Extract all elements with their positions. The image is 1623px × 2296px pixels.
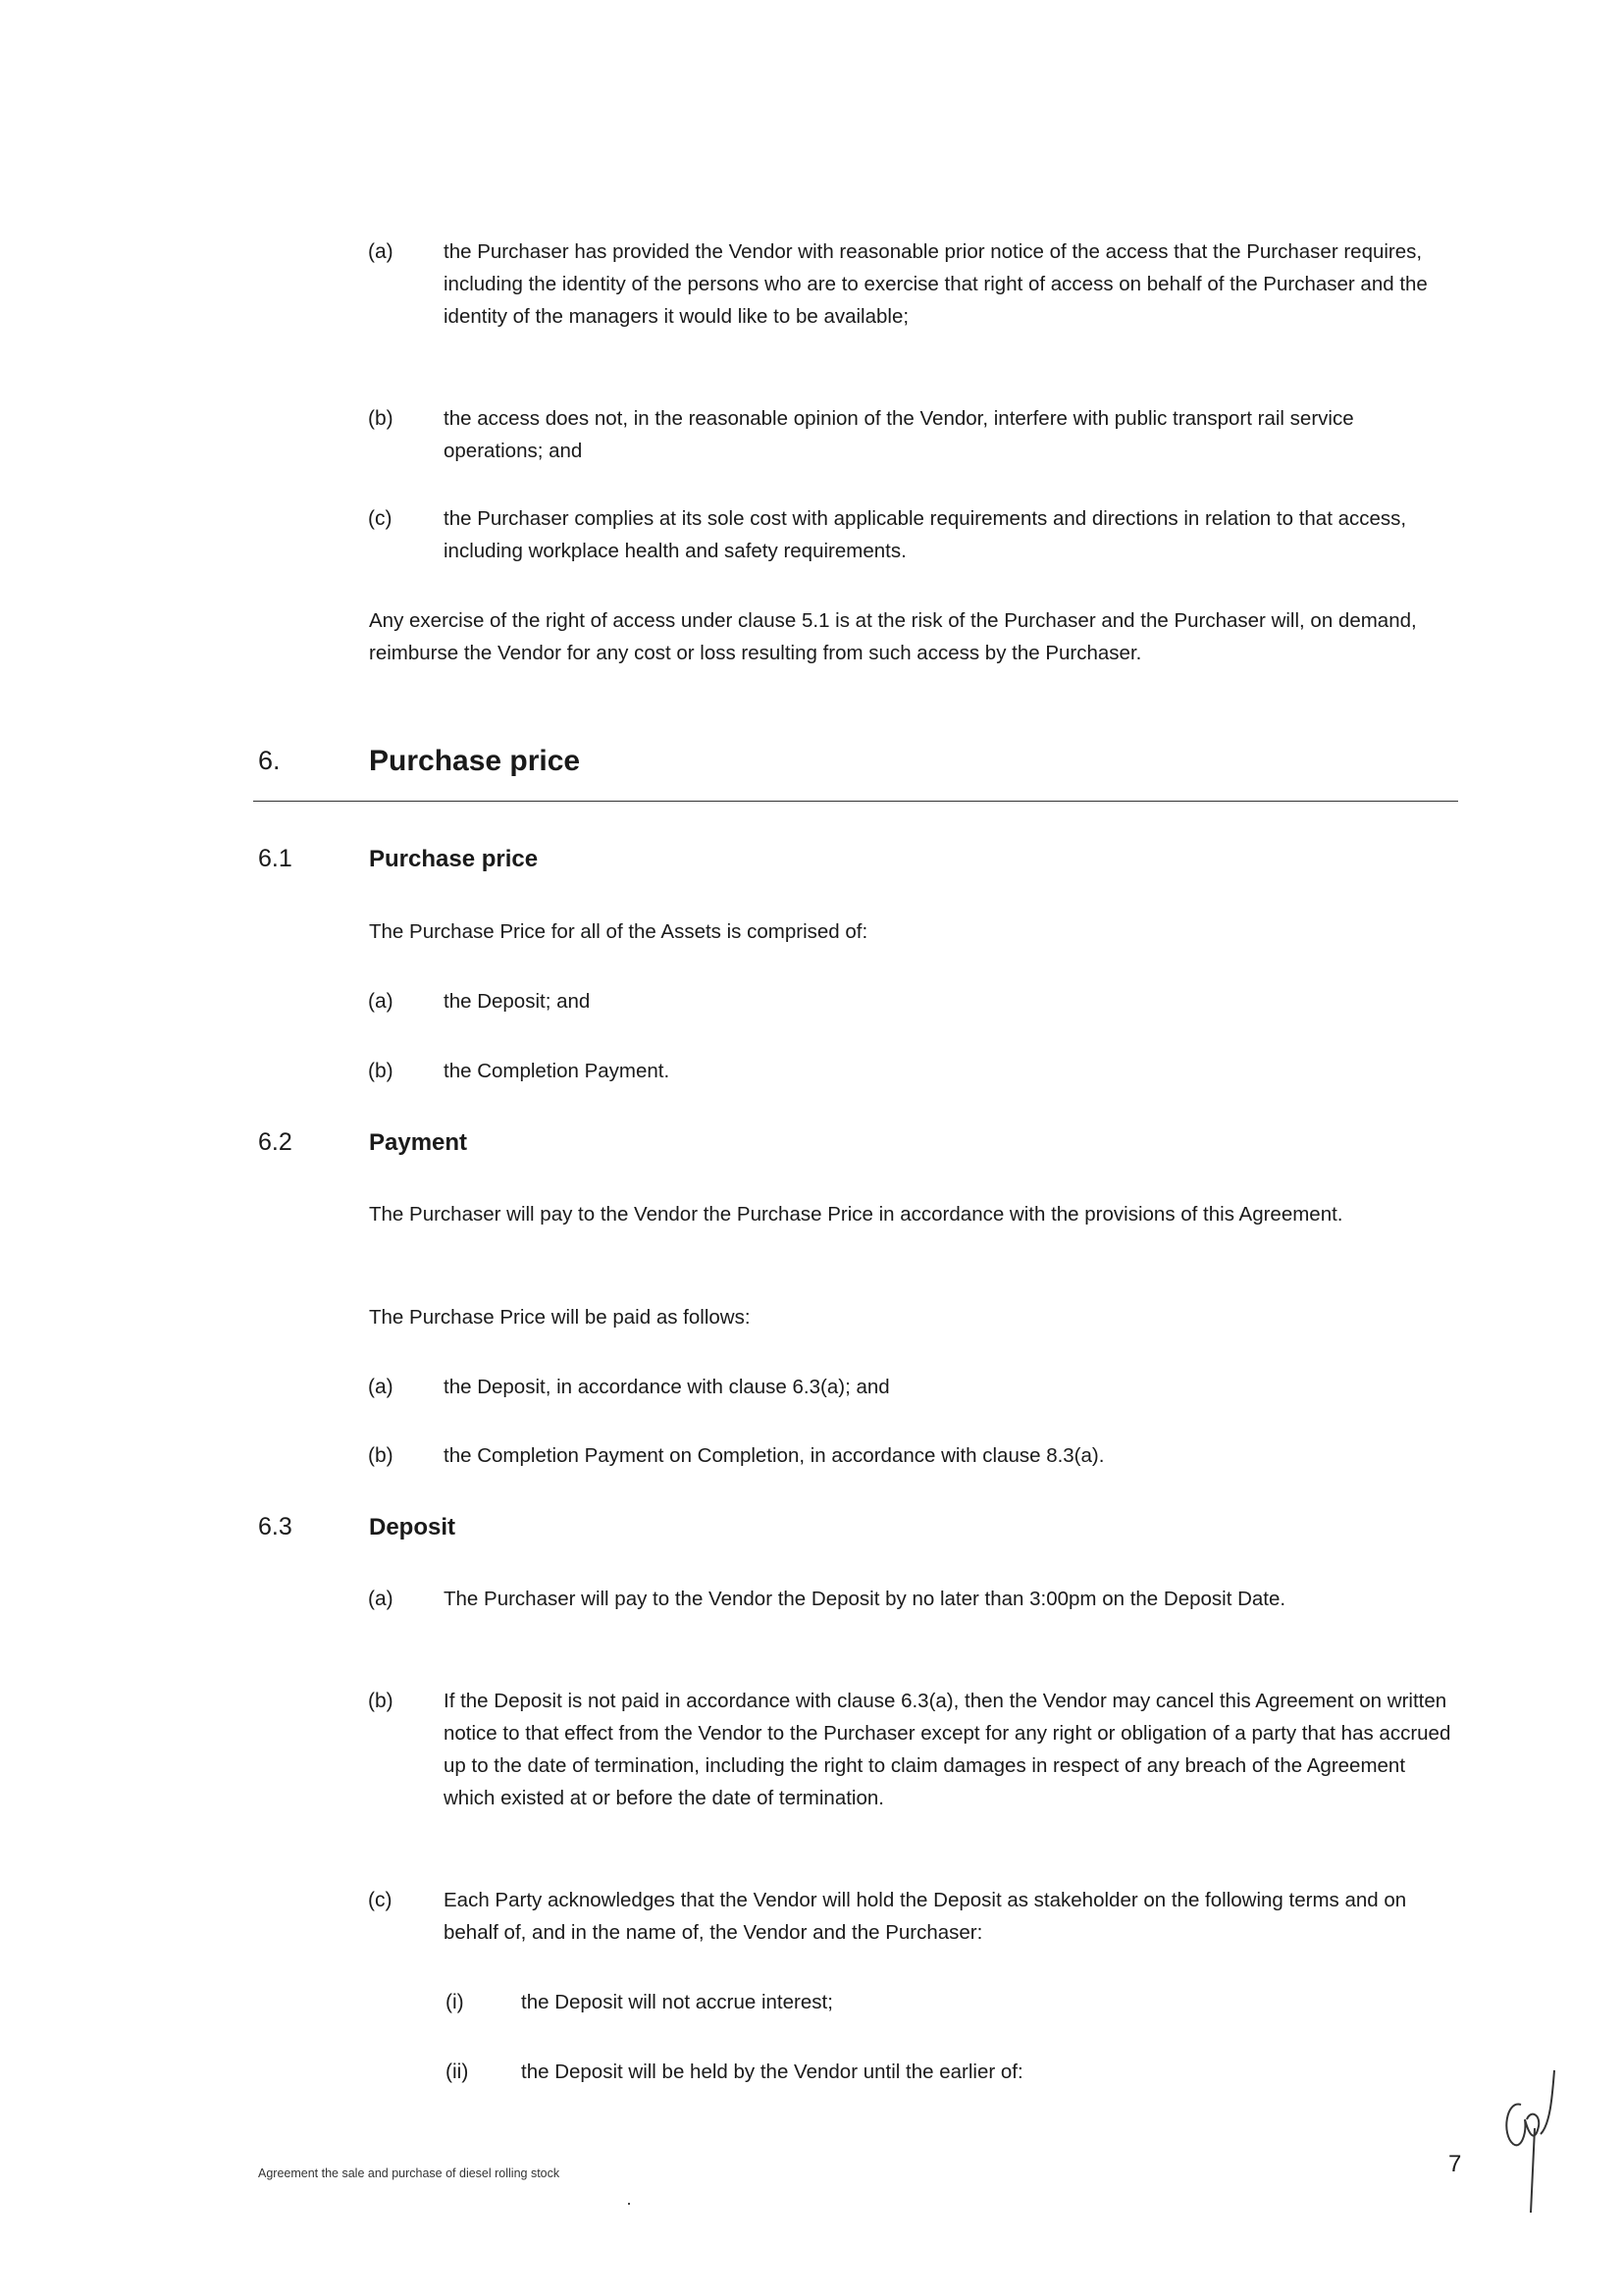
item-label: (a)	[368, 240, 393, 263]
subitem-label: (i)	[445, 1991, 464, 2013]
section-title: Purchase price	[369, 745, 581, 777]
clause-intro: The Purchase Price for all of the Assets is comprised of:	[369, 920, 868, 943]
scan-speck	[628, 2203, 630, 2205]
clause-paragraph: The Purchase Price will be paid as follows:	[369, 1306, 751, 1329]
subitem-text: the Deposit will be held by the Vendor until the earlier of:	[521, 2061, 1023, 2083]
clause-title: Deposit	[369, 1514, 456, 1540]
item-text: the Purchaser has provided the Vendor with reasonable prior notice of the access that the Purchaser requires, including the identity of the persons who are to exercise that right of access on behalf of the Purchaser and the identity of the managers it would like to be available;	[444, 240, 1428, 328]
access-risk-paragraph: Any exercise of the right of access under clause 5.1 is at the risk of the Purchaser and the Purchaser will, on demand, reimburse the Vendor for any cost or loss resulting from such access by the Purchaser.	[369, 609, 1417, 664]
item-label: (b)	[368, 407, 393, 430]
item-text: the Completion Payment on Completion, in accordance with clause 8.3(a).	[444, 1444, 1105, 1467]
item-label: (b)	[368, 1690, 393, 1712]
item-text: the Purchaser complies at its sole cost with applicable requirements and directions in relation to that access, including workplace health and safety requirements.	[444, 507, 1407, 562]
item-label: (c)	[368, 1889, 393, 1911]
item-text: the Completion Payment.	[444, 1060, 670, 1082]
item-text: the Deposit; and	[444, 990, 591, 1013]
clause-number: 6.3	[258, 1513, 292, 1540]
clause-number: 6.2	[258, 1128, 292, 1156]
item-label: (a)	[368, 1376, 393, 1398]
item-text: the Deposit, in accordance with clause 6.3(a); and	[444, 1376, 890, 1398]
item-text: The Purchaser will pay to the Vendor the Deposit by no later than 3:00pm on the Deposit Date.	[444, 1588, 1286, 1610]
item-label: (b)	[368, 1444, 393, 1467]
clause-title: Payment	[369, 1129, 468, 1156]
item-text: the access does not, in the reasonable opinion of the Vendor, interfere with public transport rail service operations; and	[444, 407, 1354, 462]
footer-document-title: Agreement the sale and purchase of diesel rolling stock	[258, 2166, 560, 2180]
page-number: 7	[1448, 2151, 1462, 2177]
clause-number: 6.1	[258, 845, 292, 872]
section-divider	[253, 801, 1458, 802]
item-text: Each Party acknowledges that the Vendor will hold the Deposit as stakeholder on the following terms and on behalf of, and in the name of, the Vendor and the Purchaser:	[444, 1889, 1407, 1944]
item-label: (a)	[368, 1588, 393, 1610]
item-text: If the Deposit is not paid in accordance with clause 6.3(a), then the Vendor may cancel this Agreement on written notice to that effect from the Vendor to the Purchaser except for any right or obligation of a party that has accrued up to the date of termination, including the right to claim damages in respect of any breach of the Agreement which existed at or before the date of termination.	[444, 1690, 1451, 1809]
item-label: (b)	[368, 1060, 393, 1082]
clause-title: Purchase price	[369, 846, 539, 872]
handwritten-initials-signature	[1492, 2065, 1570, 2222]
item-label: (c)	[368, 507, 393, 530]
subitem-text: the Deposit will not accrue interest;	[521, 1991, 833, 2013]
subitem-label: (ii)	[445, 2061, 469, 2083]
section-number: 6.	[258, 746, 281, 775]
item-label: (a)	[368, 990, 393, 1013]
clause-paragraph: The Purchaser will pay to the Vendor the Purchase Price in accordance with the provisions of this Agreement.	[369, 1203, 1343, 1226]
